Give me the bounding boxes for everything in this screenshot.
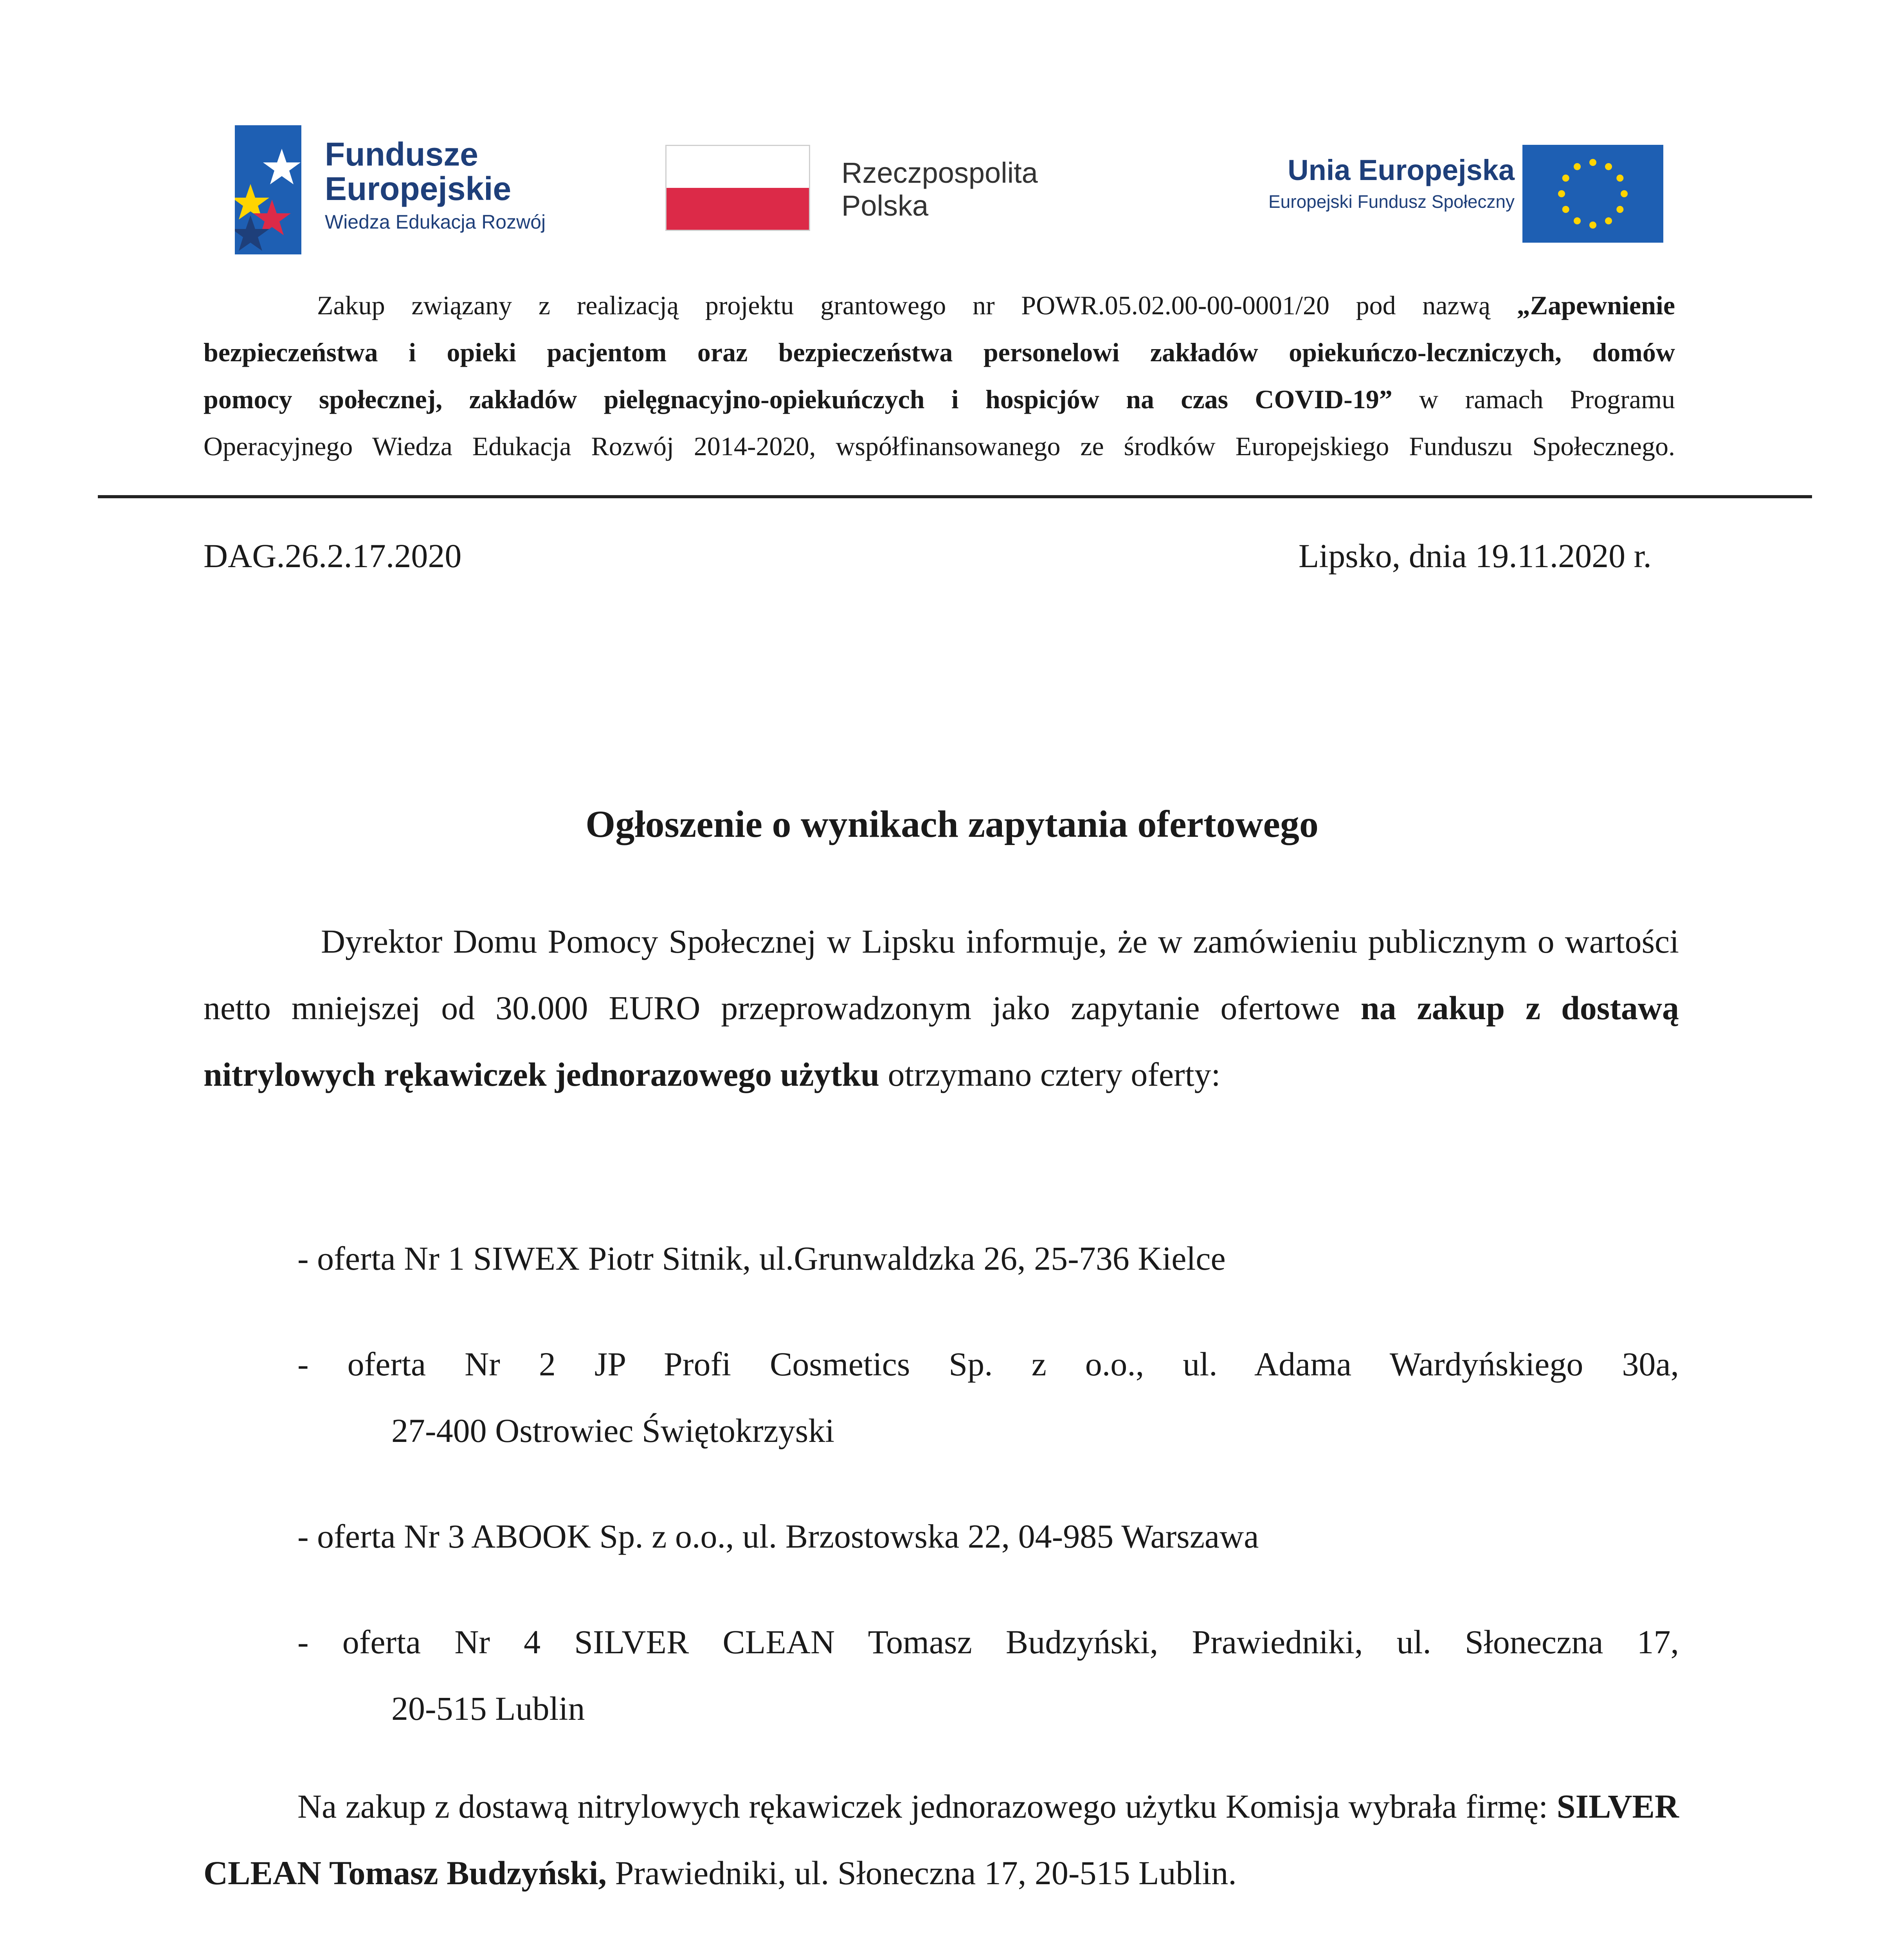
intro-text-c: otrzymano cztery oferty: — [879, 1056, 1221, 1093]
offer-2-line1: - oferta Nr 2 JP Profi Cosmetics Sp. z o.o., ul. Adama Wardyńskiego 30a, — [297, 1345, 1679, 1383]
document-reference: DAG.26.2.17.2020 — [204, 537, 462, 575]
project-line3-bold: pomocy społecznej, zakładów pielęgnacyjno-opiekuńczych i hospicjów na czas COVID-19” — [204, 384, 1392, 414]
offer-2-line2: 27-400 Ostrowiec Świętokrzyski — [391, 1412, 835, 1449]
project-line-1 — [317, 282, 1675, 329]
document-date: Lipsko, dnia 19.11.2020 r. — [1298, 537, 1652, 575]
eu-star-icon — [1605, 217, 1612, 224]
ue-logo-line2: Europejski Fundusz Społeczny — [1268, 191, 1515, 212]
eu-star-icon — [1562, 175, 1569, 182]
result-paragraph — [204, 1773, 1679, 1906]
eu-star-icon — [1616, 175, 1623, 182]
eu-star-icon — [1562, 206, 1569, 213]
project-line1-bold: „Zapewnienie — [1517, 290, 1675, 320]
offer-4-line1: - oferta Nr 4 SILVER CLEAN Tomasz Budzyński, Prawiedniki, ul. Słoneczna 17, — [297, 1623, 1679, 1661]
project-line-3-wrap — [204, 376, 1675, 423]
offer-1-line1: - oferta Nr 1 SIWEX Piotr Sitnik, ul.Grunwaldzka 26, 25-736 Kielce — [297, 1240, 1226, 1277]
eu-star-icon — [1589, 222, 1596, 229]
polish-flag-icon — [665, 145, 810, 231]
eu-flag-icon — [1522, 145, 1663, 243]
offer-item — [297, 1503, 1679, 1570]
project-line3-text: w ramach Programu — [1392, 384, 1675, 414]
offer-item — [297, 1331, 1679, 1464]
eu-star-icon — [1605, 163, 1612, 170]
offer-4-line2: 20-515 Lublin — [391, 1690, 585, 1727]
intro-paragraph — [204, 908, 1679, 1108]
rzeczpospolita-polska-logo — [665, 145, 1115, 247]
eu-star-icon — [1616, 206, 1623, 213]
eu-star-icon — [1574, 217, 1581, 224]
offer-item — [297, 1225, 1679, 1292]
rp-logo-line2: Polska — [841, 189, 929, 222]
offer-item — [297, 1609, 1679, 1742]
project-line1-text: Zakup związany z realizacją projektu grantowego nr POWR.05.02.00-00-0001/20 pod nazwą — [317, 290, 1517, 320]
fe-logo-line1: Fundusze — [325, 136, 478, 173]
rp-logo-line1: Rzeczpospolita — [841, 157, 1038, 189]
intro-text-a: Dyrektor Domu Pomocy Społecznej w Lipsku informuje, że w zamówieniu publicznym o wartości netto mniejszej od 30.000 EURO przeprowadzonym jako zapytanie ofertowe — [204, 923, 1679, 1027]
unia-europejska-logo — [1155, 145, 1663, 254]
eu-star-icon — [1589, 159, 1596, 166]
fundusze-europejskie-logo — [235, 125, 626, 254]
result-text-bold: SILVER CLEAN Tomasz Budzyński, — [204, 1788, 1679, 1892]
header-divider — [98, 495, 1812, 498]
ue-logo-line1: Unia Europejska — [1288, 154, 1515, 186]
project-line-2: bezpieczeństwa i opieki pacjentom oraz bezpieczeństwa personelowi zakładów opiekuńczo-leczniczych, domów — [204, 337, 1675, 367]
eu-star-icon — [1574, 163, 1581, 170]
project-line-2-wrap — [204, 329, 1675, 376]
offer-3-line1: - oferta Nr 3 ABOOK Sp. z o.o., ul. Brzostowska 22, 04-985 Warszawa — [297, 1517, 1259, 1555]
project-line-4: Operacyjnego Wiedza Edukacja Rozwój 2014-2020, współfinansowanego ze środków Europejskiego Funduszu Społecznego. — [204, 431, 1675, 461]
project-description — [98, 282, 1675, 329]
project-line-3 — [204, 376, 1675, 423]
fe-logo-line2: Europejskie — [325, 170, 512, 207]
document-title: Ogłoszenie o wynikach zapytania ofertowego — [585, 803, 1319, 845]
project-line-4-wrap — [204, 423, 1675, 470]
eu-star-icon — [1558, 190, 1565, 197]
eu-star-icon — [1621, 190, 1628, 197]
fe-logo-line3: Wiedza Edukacja Rozwój — [325, 211, 546, 233]
result-text-c: Prawiedniki, ul. Słoneczna 17, 20-515 Lublin. — [606, 1854, 1237, 1892]
result-text-a: Na zakup z dostawą nitrylowych rękawiczek jednorazowego użytku Komisja wybrała firmę: — [297, 1788, 1557, 1825]
intro-text-bold: na zakup z dostawą nitrylowych rękawiczek jednorazowego użytku — [204, 989, 1679, 1093]
fe-star-mark-icon — [235, 125, 301, 254]
